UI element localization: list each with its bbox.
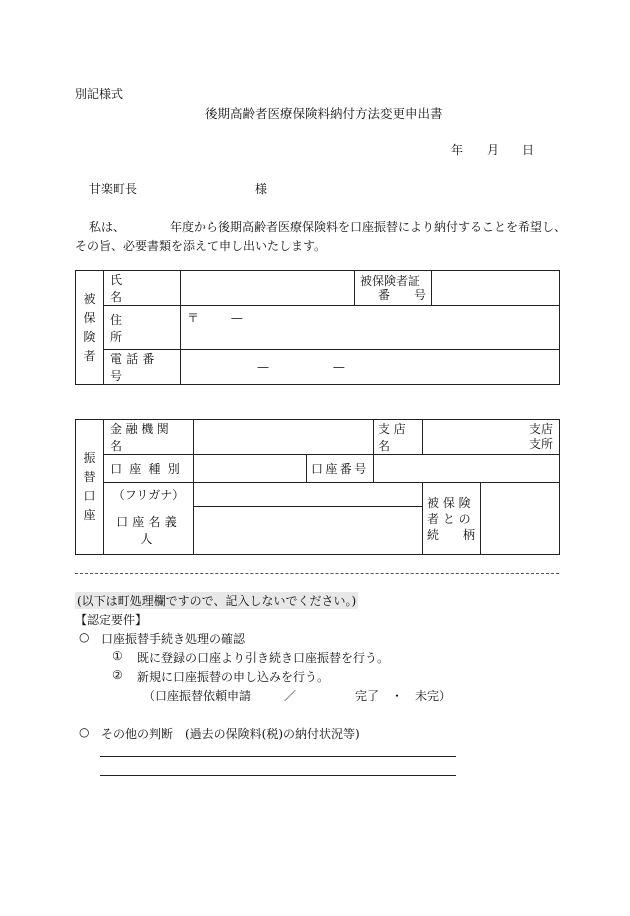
account-type-field[interactable] (194, 455, 307, 483)
item1-bullet: ○ (79, 630, 90, 644)
sub1-text: 既に登録の口座より引き続き口座振替を行う。 (137, 651, 390, 665)
date-day-label: 日 (522, 143, 535, 157)
sub-branch-suffix: 支所 (529, 437, 554, 451)
phone-dash-2: — (332, 360, 345, 374)
branch-field[interactable] (423, 420, 560, 455)
honorific: 様 (255, 182, 268, 196)
furigana-field[interactable] (194, 483, 423, 507)
sub2-detail-slash: ／ (284, 689, 297, 703)
address-field[interactable] (181, 306, 560, 350)
date-month-label: 月 (487, 143, 500, 157)
account-number-label: 口座番号 (307, 455, 374, 483)
branch-label: 支店名 (374, 420, 423, 455)
insured-number-field[interactable] (432, 271, 560, 306)
sub2-detail-prefix: （口座振替依頼申請 (143, 689, 252, 703)
bank-label: 金融機関名 (104, 420, 194, 455)
phone-label: 電話番号 (104, 350, 181, 385)
notes-line-1[interactable] (100, 756, 456, 757)
account-number-field[interactable] (374, 455, 560, 483)
sub2-detail-status: 完了 ・ 未完） (355, 689, 452, 703)
phone-field[interactable] (181, 350, 560, 385)
office-use-separator (75, 573, 559, 574)
postal-dash: — (230, 311, 243, 325)
holder-label: 口座名義人 (104, 507, 194, 555)
bank-field[interactable] (194, 420, 374, 455)
branch-suffix: 支店 (529, 422, 554, 436)
body-line1-prefix: 私は、 (89, 220, 126, 234)
sub2-text: 新規に口座振替の申し込みを行う。 (137, 670, 330, 684)
name-field[interactable] (181, 271, 355, 306)
item1-text: 口座振替手続き処理の確認 (101, 632, 246, 646)
date-year-label: 年 (451, 143, 464, 157)
form-title: 後期高齢者医療保険料納付方法変更申出書 (205, 106, 443, 121)
address-label: 住 所 (104, 306, 181, 350)
sub1-marker: ① (112, 649, 123, 663)
relation-field[interactable] (481, 483, 560, 555)
holder-field[interactable] (194, 507, 423, 555)
name-label: 氏 名 (104, 271, 181, 306)
body-line2: その旨、必要書類を添えて申し出いたします。 (75, 239, 327, 253)
postal-mark: 〒 (187, 311, 200, 325)
furigana-label: （フリガナ） (104, 483, 194, 507)
addressee: 甘楽町長 (89, 182, 138, 196)
insured-number-label: 被保険者証 番 号 (355, 271, 432, 306)
phone-dash-1: — (257, 360, 269, 374)
notes-line-2[interactable] (100, 775, 456, 776)
form-label: 別記様式 (75, 87, 124, 101)
insured-table (75, 270, 560, 385)
account-side-label: 振 替 口 座 (76, 420, 104, 555)
body-line1-rest: 年度から後期高齢者医療保険料を口座振替により納付することを希望し、 (170, 220, 567, 234)
item2-bullet: ○ (79, 725, 90, 739)
relation-label: 被 保 険 者 と の 続 柄 (423, 483, 481, 555)
office-use-notice: (以下は町処理欄ですので、記入しないでください。) (77, 594, 357, 608)
insured-side-label: 被 保 険 者 (76, 271, 104, 385)
item2-text: その他の判断 (過去の保険料(税)の納付状況等) (101, 727, 360, 741)
account-type-label: 口座種別 (104, 455, 194, 483)
requirements-heading: 【認定要件】 (75, 613, 148, 627)
sub2-marker: ② (112, 668, 123, 682)
account-table (75, 419, 560, 555)
